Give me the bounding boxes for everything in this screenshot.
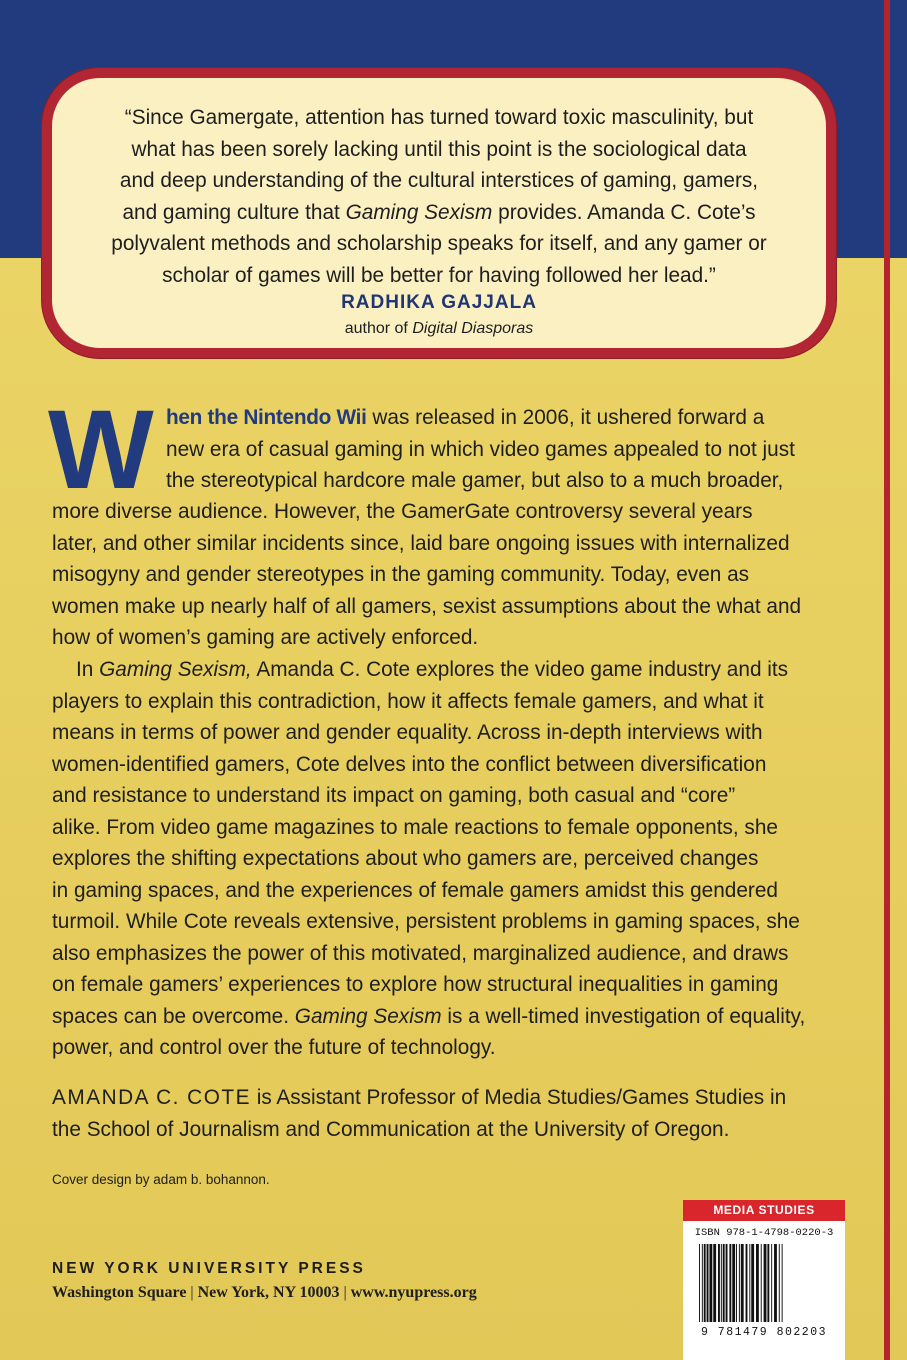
description-paragraph-1-opening bbox=[166, 402, 856, 497]
body-line: means in terms of power and gender equality. Across in-depth interviews with bbox=[52, 721, 763, 744]
separator: | bbox=[343, 1284, 347, 1301]
body-line: women make up nearly half of all gamers, sexist assumptions about the what and bbox=[52, 594, 802, 618]
publisher-website: www.nyupress.org bbox=[350, 1284, 477, 1301]
body-line: also emphasizes the power of this motivated, marginalized audience, and draws bbox=[52, 941, 789, 965]
body-line: new era of casual gaming in which video games appealed to not just bbox=[166, 437, 795, 461]
barcode-bar bbox=[771, 1244, 772, 1322]
quote-author-name: RADHIKA GAJJALA bbox=[341, 292, 537, 313]
barcode-bar bbox=[749, 1244, 750, 1322]
barcode-bar bbox=[782, 1244, 783, 1322]
barcode-bar bbox=[707, 1244, 709, 1322]
barcode-bar bbox=[779, 1244, 780, 1322]
body-line: on female gamers’ experiences to explore how structural inequalities in gaming bbox=[52, 973, 779, 996]
barcode-bar bbox=[709, 1244, 712, 1322]
barcode-bar bbox=[746, 1244, 748, 1322]
barcode-bar bbox=[723, 1244, 725, 1322]
publisher-address bbox=[52, 1284, 477, 1302]
barcode-bars bbox=[699, 1244, 839, 1322]
author-name: AMANDA C. COTE bbox=[52, 1086, 251, 1109]
barcode-bar bbox=[718, 1244, 720, 1322]
body-line: players to explain this contradiction, how it affects female gamers, and what it bbox=[52, 689, 764, 713]
isbn-number: ISBN 978-1-4798-0220-3 bbox=[694, 1227, 834, 1239]
endorsement-quote bbox=[74, 102, 804, 291]
spine-red-stripe bbox=[884, 0, 890, 1360]
body-line: turmoil. While Cote reveals extensive, persistent problems in gaming spaces, she bbox=[52, 910, 800, 933]
subject-category-label: MEDIA STUDIES bbox=[683, 1200, 845, 1221]
body-line-part: Amanda C. Cote explores the video game industry and its bbox=[251, 658, 789, 681]
barcode-bar bbox=[764, 1244, 767, 1322]
body-line-part: is a well-timed investigation of equality, bbox=[441, 1004, 806, 1028]
credit-prefix: author of bbox=[344, 320, 413, 337]
barcode-bar bbox=[721, 1244, 722, 1322]
barcode-bar bbox=[756, 1244, 759, 1322]
quote-line: polyvalent methods and scholarship speaks for itself, and any gamer or bbox=[111, 232, 767, 255]
description-paragraph-2 bbox=[52, 654, 852, 1064]
barcode-bar bbox=[741, 1244, 744, 1322]
quote-line: what has been sorely lacking until this point is the sociological data bbox=[131, 137, 747, 161]
body-line: misogyny and gender stereotypes in the gaming community. Today, even as bbox=[52, 563, 750, 586]
bio-line-part: is Assistant Professor of Media Studies/Games Studies in bbox=[250, 1086, 787, 1109]
separator: | bbox=[190, 1284, 194, 1301]
body-line: in gaming spaces, and the experiences of female gamers amidst this gendered bbox=[52, 878, 778, 902]
barcode-bar bbox=[726, 1244, 728, 1322]
body-line: later, and other similar incidents since, laid bare ongoing issues with internalized bbox=[52, 531, 790, 555]
quote-line: scholar of games will be better for having followed her lead.” bbox=[162, 263, 716, 287]
author-bio bbox=[52, 1082, 852, 1145]
credit-book-title: Digital Diasporas bbox=[412, 320, 534, 337]
quote-line: “Since Gamergate, attention has turned toward toxic masculinity, but bbox=[124, 106, 754, 129]
body-line: explores the shifting expectations about who gamers are, perceived changes bbox=[52, 847, 759, 870]
body-line: power, and control over the future of technology. bbox=[52, 1036, 496, 1059]
barcode-bar bbox=[699, 1244, 700, 1322]
description-paragraph-1-continued bbox=[52, 496, 852, 654]
barcode-bar bbox=[729, 1244, 731, 1322]
body-line-part: In bbox=[76, 658, 100, 681]
body-line: the stereotypical hardcore male gamer, but also to a much broader, bbox=[166, 469, 784, 492]
body-line: more diverse audience. However, the GamerGate controversy several years bbox=[52, 500, 753, 523]
barcode-bar bbox=[774, 1244, 777, 1322]
barcode-bar bbox=[732, 1244, 735, 1322]
publisher-city: New York, NY 10003 bbox=[197, 1284, 340, 1301]
quote-book-title: Gaming Sexism bbox=[345, 200, 493, 224]
cover-design-credit: Cover design by adam b. bohannon. bbox=[52, 1172, 270, 1187]
bio-line: the School of Journalism and Communication at the University of Oregon. bbox=[52, 1117, 730, 1141]
barcode-bar bbox=[767, 1244, 769, 1322]
body-line: alike. From video game magazines to male reactions to female opponents, she bbox=[52, 815, 778, 839]
quote-author-credit bbox=[52, 320, 826, 338]
publisher-name: NEW YORK UNIVERSITY PRESS bbox=[52, 1260, 366, 1277]
drop-cap-letter: W bbox=[48, 387, 150, 512]
barcode-bar bbox=[751, 1244, 754, 1322]
quote-line-part: provides. Amanda C. Cote’s bbox=[492, 200, 756, 224]
body-book-title: Gaming Sexism, bbox=[99, 658, 252, 681]
barcode-bar bbox=[761, 1244, 762, 1322]
publisher-place: Washington Square bbox=[52, 1284, 187, 1301]
body-line: women-identified gamers, Cote delves into the conflict between diversification bbox=[52, 752, 767, 776]
barcode-bar bbox=[739, 1244, 740, 1322]
body-line-part: was released in 2006, it ushered forward a bbox=[366, 406, 765, 429]
body-book-title: Gaming Sexism bbox=[294, 1004, 442, 1028]
lead-in-text: hen the Nintendo Wii bbox=[166, 406, 367, 429]
barcode-bar bbox=[704, 1244, 706, 1322]
body-line-part: spaces can be overcome. bbox=[52, 1004, 295, 1028]
barcode-bar bbox=[702, 1244, 703, 1322]
barcode-bar bbox=[713, 1244, 716, 1322]
isbn-barcode-block bbox=[683, 1200, 845, 1360]
quote-line-part: and gaming culture that bbox=[122, 200, 346, 224]
barcode-digits: 9 781479 802203 bbox=[700, 1326, 828, 1339]
barcode-bar bbox=[736, 1244, 737, 1322]
quote-line: and deep understanding of the cultural interstices of gaming, gamers, bbox=[119, 169, 759, 192]
body-line: how of women’s gaming are actively enforced. bbox=[52, 626, 479, 649]
body-line: and resistance to understand its impact on gaming, both casual and “core” bbox=[52, 784, 736, 807]
endorsement-quote-box bbox=[42, 68, 836, 358]
